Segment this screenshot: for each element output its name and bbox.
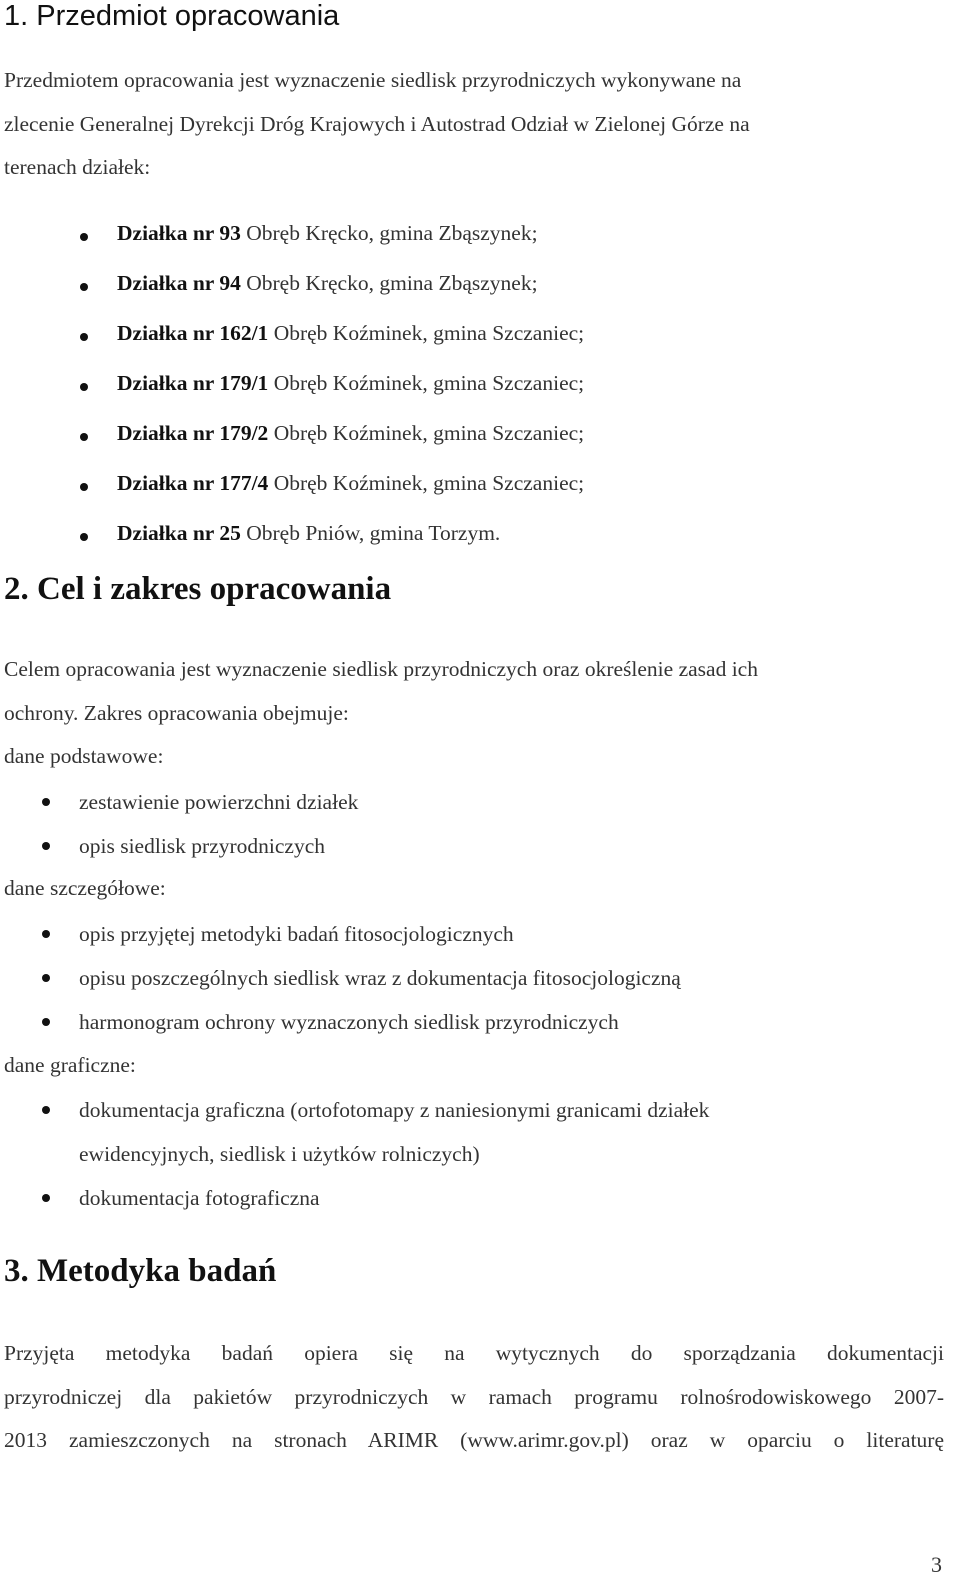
parcel-number: Działka nr 94 <box>117 271 241 295</box>
list-item-text: ewidencyjnych, siedlisk i użytków rolniczych) <box>79 1142 480 1166</box>
bullet-icon <box>80 233 88 241</box>
section-2-paragraph <box>4 648 944 779</box>
list-item <box>117 462 584 512</box>
list-item-text: dokumentacja graficzna (ortofotomapy z naniesionymi granicami działek <box>79 1098 710 1122</box>
bullet-icon <box>42 798 50 806</box>
section-1-paragraph <box>4 59 944 190</box>
list-item <box>79 824 358 868</box>
basic-data-label: dane podstawowe: <box>4 744 164 768</box>
paragraph-line: ochrony. Zakres opracowania obejmuje: <box>4 700 349 725</box>
section-3-paragraph <box>4 1332 944 1463</box>
paragraph-line: terenach działek: <box>4 155 151 179</box>
parcel-location: Obręb Koźminek, gmina Szczaniec; <box>268 371 585 395</box>
bullet-icon <box>80 433 88 441</box>
detailed-data-label-block <box>4 867 944 911</box>
paragraph-line: Przyjęta metodyka badań opiera się na wytycznych do sporządzania dokumentacji <box>4 1341 944 1365</box>
list-item-text: zestawienie powierzchni działek <box>79 790 359 814</box>
parcel-location: Obręb Kręcko, gmina Zbąszynek; <box>240 271 538 295</box>
parcel-location: Obręb Pniów, gmina Torzym. <box>240 521 501 545</box>
parcel-location: Obręb Koźminek, gmina Szczaniec; <box>268 321 585 345</box>
list-item <box>117 412 584 462</box>
list-item <box>117 362 584 412</box>
list-item-text: opisu poszczególnych siedlisk wraz z dokumentacja fitosocjologiczną <box>79 966 681 990</box>
list-item <box>79 912 681 956</box>
list-item <box>79 1176 709 1220</box>
bullet-icon <box>42 1194 50 1202</box>
list-item <box>79 1000 681 1044</box>
parcel-location: Obręb Koźminek, gmina Szczaniec; <box>268 471 585 495</box>
list-item-text: opis przyjętej metodyki badań fitosocjologicznych <box>79 922 514 946</box>
parcel-number: Działka nr 179/1 <box>117 371 269 395</box>
paragraph-line: Celem opracowania jest wyznaczenie siedlisk przyrodniczych oraz określenie zasad ich <box>4 657 758 681</box>
bullet-icon <box>80 383 88 391</box>
detailed-data-label: dane szczegółowe: <box>4 876 166 900</box>
detailed-data-list <box>79 912 681 1044</box>
paragraph-line: zlecenie Generalnej Dyrekcji Dróg Krajowych i Autostrad Odział w Zielonej Górze na <box>4 111 750 136</box>
parcel-number: Działka nr 179/2 <box>117 421 269 445</box>
list-item <box>117 512 584 562</box>
parcel-number: Działka nr 25 <box>117 521 241 545</box>
graphic-data-list <box>79 1088 709 1220</box>
bullet-icon <box>80 533 88 541</box>
bullet-icon <box>42 842 50 850</box>
list-item-text: dokumentacja fotograficzna <box>79 1186 320 1210</box>
list-item <box>79 1088 709 1176</box>
list-item <box>79 780 358 824</box>
parcel-list <box>117 212 584 562</box>
bullet-icon <box>42 974 50 982</box>
page-number: 3 <box>931 1552 942 1577</box>
paragraph-line: przyrodniczej dla pakietów przyrodniczych w ramach programu rolnośrodowiskowego 2007- <box>4 1384 944 1409</box>
section-heading-2: 2. Cel i zakres opracowania <box>4 571 392 607</box>
parcel-location: Obręb Kręcko, gmina Zbąszynek; <box>240 221 538 245</box>
paragraph-line: Przedmiotem opracowania jest wyznaczenie siedlisk przyrodniczych wykonywane na <box>4 68 742 92</box>
list-item-text: opis siedlisk przyrodniczych <box>79 834 326 858</box>
list-item <box>117 312 584 362</box>
parcel-number: Działka nr 162/1 <box>117 321 269 345</box>
basic-data-list <box>79 780 358 868</box>
parcel-number: Działka nr 93 <box>117 221 241 245</box>
bullet-icon <box>42 930 50 938</box>
list-item <box>117 212 584 262</box>
parcel-location: Obręb Koźminek, gmina Szczaniec; <box>268 421 585 445</box>
graphic-data-label: dane graficzne: <box>4 1053 136 1077</box>
bullet-icon <box>80 483 88 491</box>
bullet-icon <box>80 283 88 291</box>
list-item-text: harmonogram ochrony wyznaczonych siedlisk przyrodniczych <box>79 1010 619 1034</box>
graphic-data-label-block <box>4 1044 944 1088</box>
bullet-icon <box>42 1106 50 1114</box>
bullet-icon <box>80 333 88 341</box>
section-heading-3: 3. Metodyka badań <box>4 1253 277 1289</box>
list-item <box>117 262 584 312</box>
bullet-icon <box>42 1018 50 1026</box>
parcel-number: Działka nr 177/4 <box>117 471 269 495</box>
paragraph-line: 2013 zamieszczonych na stronach ARIMR (www.arimr.gov.pl) oraz w oparciu o literaturę <box>4 1428 944 1452</box>
section-heading-1: 1. Przedmiot opracowania <box>4 0 340 32</box>
list-item <box>79 956 681 1000</box>
